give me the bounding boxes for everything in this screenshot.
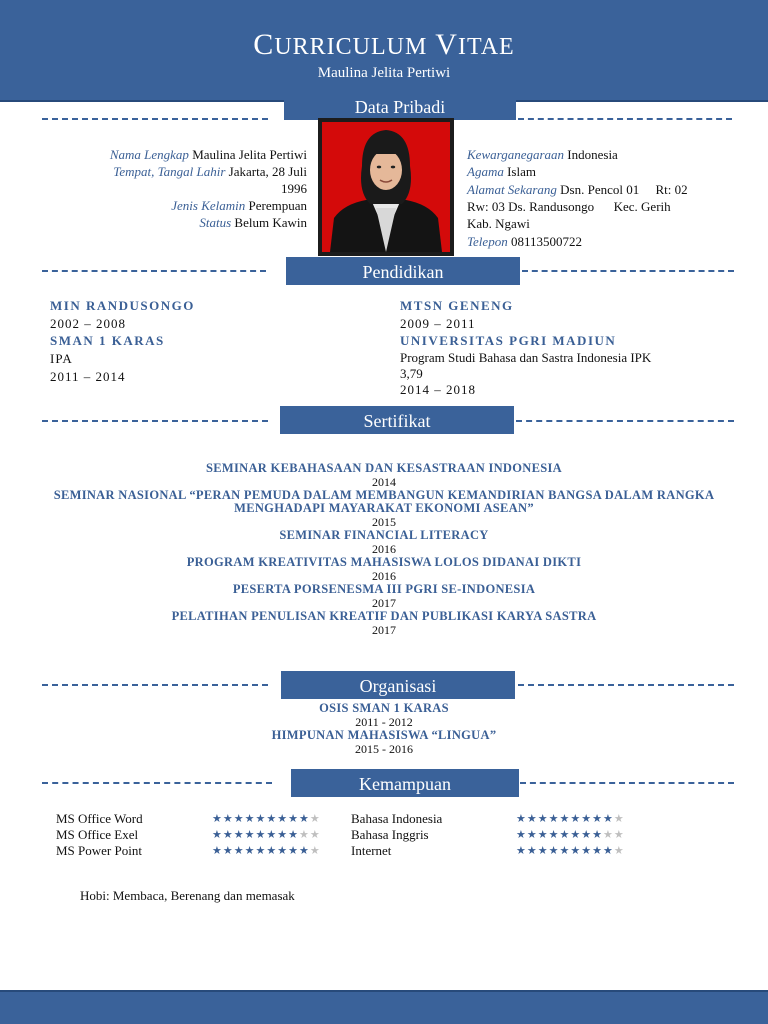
field-value: Belum Kawin (234, 215, 307, 230)
divider (522, 270, 734, 272)
personal-row (467, 146, 618, 163)
personal-row (467, 181, 688, 198)
certificate-year: 2014 (372, 475, 396, 489)
star-icon: ★ (526, 844, 538, 857)
edu-ipk-univ: 3,79 (400, 366, 423, 381)
divider (42, 782, 272, 784)
skill-name: Internet (351, 843, 392, 858)
section-personal-data: Data Pribadi (284, 92, 516, 120)
star-icon: ★ (603, 828, 614, 841)
section-education: Pendidikan (286, 257, 520, 285)
certificate-year: 2015 (372, 515, 396, 529)
section-certificates: Sertifikat (280, 406, 514, 434)
star-icon: ★ (266, 812, 278, 825)
star-icon: ★ (570, 844, 582, 857)
skill-rating-stars (516, 828, 625, 841)
skill-name: Bahasa Indonesia (351, 811, 443, 826)
star-icon: ★ (559, 828, 571, 841)
candidate-name: Maulina Jelita Pertiwi (317, 65, 451, 81)
title-initial-v: V (435, 28, 458, 61)
star-icon: ★ (288, 844, 299, 857)
field-value: Islam (507, 164, 536, 179)
star-icon: ★ (570, 828, 582, 841)
star-icon: ★ (255, 812, 267, 825)
edu-years-min: 2002 – 2008 (50, 316, 126, 331)
certificate-year: 2017 (372, 623, 396, 637)
star-icon: ★ (244, 844, 256, 857)
star-icon: ★ (277, 812, 289, 825)
star-icon: ★ (592, 844, 603, 857)
edu-school-mtsn: MTSN GENENG (400, 298, 514, 313)
skill-name: MS Office Exel (56, 827, 139, 842)
edu-program-univ: Program Studi Bahasa dan Sastra Indonesia IPK (400, 350, 652, 365)
star-icon: ★ (581, 844, 593, 857)
star-icon: ★ (288, 828, 299, 841)
star-icon: ★ (309, 828, 321, 841)
certificate-year: 2016 (372, 542, 396, 556)
organization-name: OSIS SMAN 1 KARAS (319, 701, 449, 715)
star-icon: ★ (559, 844, 571, 857)
star-icon: ★ (526, 828, 538, 841)
personal-row (110, 146, 307, 163)
field-label: Agama (467, 164, 504, 179)
star-icon: ★ (222, 812, 234, 825)
certificate-title: SEMINAR FINANCIAL LITERACY (279, 528, 489, 542)
skill-name: MS Office Word (56, 811, 143, 826)
field-value: Kab. Ngawi (467, 216, 530, 231)
field-value: Perempuan (248, 198, 307, 213)
divider (518, 118, 732, 120)
star-icon: ★ (603, 812, 614, 825)
edu-years-mtsn: 2009 – 2011 (400, 316, 476, 331)
star-icon: ★ (255, 828, 267, 841)
certificate-title: PELATIHAN PENULISAN KREATIF DAN PUBLIKASI KARYA SASTRA (171, 609, 597, 623)
organization-list (40, 702, 728, 756)
title-part-urriculum: URRICULUM (274, 34, 428, 60)
star-icon: ★ (233, 812, 245, 825)
field-label: Alamat Sekarang (467, 182, 557, 197)
star-icon: ★ (212, 828, 223, 841)
profile-photo (318, 118, 454, 256)
personal-row (467, 233, 582, 250)
star-icon: ★ (277, 828, 289, 841)
star-icon: ★ (548, 844, 560, 857)
person-portrait-icon (322, 122, 450, 252)
divider (42, 118, 268, 120)
star-icon: ★ (233, 844, 245, 857)
field-value: Jakarta, 28 Juli (228, 164, 307, 179)
personal-row (171, 197, 307, 214)
star-icon: ★ (212, 844, 223, 857)
edu-school-sman: SMAN 1 KARAS (50, 333, 165, 348)
field-label: Jenis Kelamin (171, 198, 246, 213)
skill-rating-stars (516, 812, 625, 825)
star-icon: ★ (516, 812, 527, 825)
divider (520, 782, 734, 784)
star-icon: ★ (603, 844, 614, 857)
personal-row (113, 163, 307, 180)
star-icon: ★ (288, 812, 299, 825)
certificate-title: PROGRAM KREATIVITAS MAHASISWA LOLOS DIDANAI DIKTI (186, 555, 582, 569)
section-skills: Kemampuan (291, 769, 519, 797)
edu-school-univ: UNIVERSITAS PGRI MADIUN (400, 333, 617, 348)
skill-name: MS Power Point (56, 843, 142, 858)
star-icon: ★ (233, 828, 245, 841)
star-icon: ★ (613, 844, 625, 857)
page-title (0, 28, 768, 62)
skill-rating-stars (212, 844, 321, 857)
field-label: Tempat, Tangal Lahir (113, 164, 226, 179)
star-icon: ★ (244, 812, 256, 825)
certificate-title: SEMINAR KEBAHASAAN DAN KESASTRAAN INDONESIA (205, 461, 562, 475)
star-icon: ★ (299, 828, 310, 841)
star-icon: ★ (212, 812, 223, 825)
personal-row (199, 214, 307, 231)
divider (42, 684, 268, 686)
field-label: Status (199, 215, 232, 230)
edu-years-univ: 2014 – 2018 (400, 382, 476, 397)
star-icon: ★ (581, 812, 593, 825)
star-icon: ★ (309, 844, 321, 857)
star-icon: ★ (548, 828, 560, 841)
organization-years: 2015 - 2016 (355, 742, 413, 756)
divider (42, 420, 268, 422)
personal-row (467, 215, 530, 232)
divider (518, 684, 734, 686)
star-icon: ★ (592, 812, 603, 825)
star-icon: ★ (548, 812, 560, 825)
section-organization: Organisasi (281, 671, 515, 699)
star-icon: ★ (537, 844, 549, 857)
skill-name: Bahasa Inggris (351, 827, 429, 842)
field-value: 08113500722 (510, 234, 582, 249)
field-value: Dsn. Pencol 01 Rt: 02 (560, 182, 688, 197)
certificate-title: PESERTA PORSENESMA III PGRI SE-INDONESIA (232, 582, 536, 596)
star-icon: ★ (266, 844, 278, 857)
star-icon: ★ (581, 828, 593, 841)
star-icon: ★ (277, 844, 289, 857)
star-icon: ★ (299, 812, 310, 825)
footer-banner (0, 992, 768, 1024)
certificate-year: 2017 (372, 596, 396, 610)
skill-rating-stars (212, 812, 321, 825)
field-label: Telepon (467, 234, 508, 249)
personal-row (281, 180, 307, 197)
star-icon: ★ (526, 812, 538, 825)
star-icon: ★ (537, 812, 549, 825)
edu-major-sman: IPA (50, 351, 73, 366)
certificate-year: 2016 (372, 569, 396, 583)
hobby-text: Hobi: Membaca, Berenang dan memasak (80, 888, 295, 903)
field-value: Maulina Jelita Pertiwi (192, 147, 307, 162)
personal-row (467, 198, 671, 215)
field-value: Rw: 03 Ds. Randusongo Kec. Gerih (467, 199, 671, 214)
star-icon: ★ (613, 812, 625, 825)
star-icon: ★ (266, 828, 278, 841)
star-icon: ★ (516, 844, 527, 857)
certificate-title: SEMINAR NASIONAL “PERAN PEMUDA DALAM MEMBANGUN KEMANDIRIAN BANGSA DALAM RANGKA MENGHADAPI MAYARAKAT EKONOMI ASEAN” (53, 488, 715, 515)
star-icon: ★ (255, 844, 267, 857)
star-icon: ★ (537, 828, 549, 841)
field-label: Nama Lengkap (109, 147, 189, 162)
star-icon: ★ (222, 828, 234, 841)
organization-name: HIMPUNAN MAHASISWA “LINGUA” (271, 728, 497, 742)
organization-years: 2011 - 2012 (355, 715, 413, 729)
star-icon: ★ (570, 812, 582, 825)
divider (42, 270, 266, 272)
star-icon: ★ (299, 844, 310, 857)
certificate-list (40, 462, 728, 637)
star-icon: ★ (516, 828, 527, 841)
skill-rating-stars (516, 844, 625, 857)
star-icon: ★ (222, 844, 234, 857)
edu-years-sman: 2011 – 2014 (50, 369, 126, 384)
skill-rating-stars (212, 828, 321, 841)
field-value: Indonesia (567, 147, 618, 162)
star-icon: ★ (559, 812, 571, 825)
edu-school-min: MIN RANDUSONGO (50, 298, 195, 313)
star-icon: ★ (592, 828, 603, 841)
personal-row (467, 163, 536, 180)
star-icon: ★ (244, 828, 256, 841)
divider (516, 420, 734, 422)
title-part-itae: ITAE (457, 34, 515, 60)
star-icon: ★ (613, 828, 625, 841)
field-label: Kewarganegaraan (467, 147, 565, 162)
star-icon: ★ (309, 812, 321, 825)
title-initial-c: C (253, 28, 275, 61)
field-value: 1996 (281, 181, 307, 196)
